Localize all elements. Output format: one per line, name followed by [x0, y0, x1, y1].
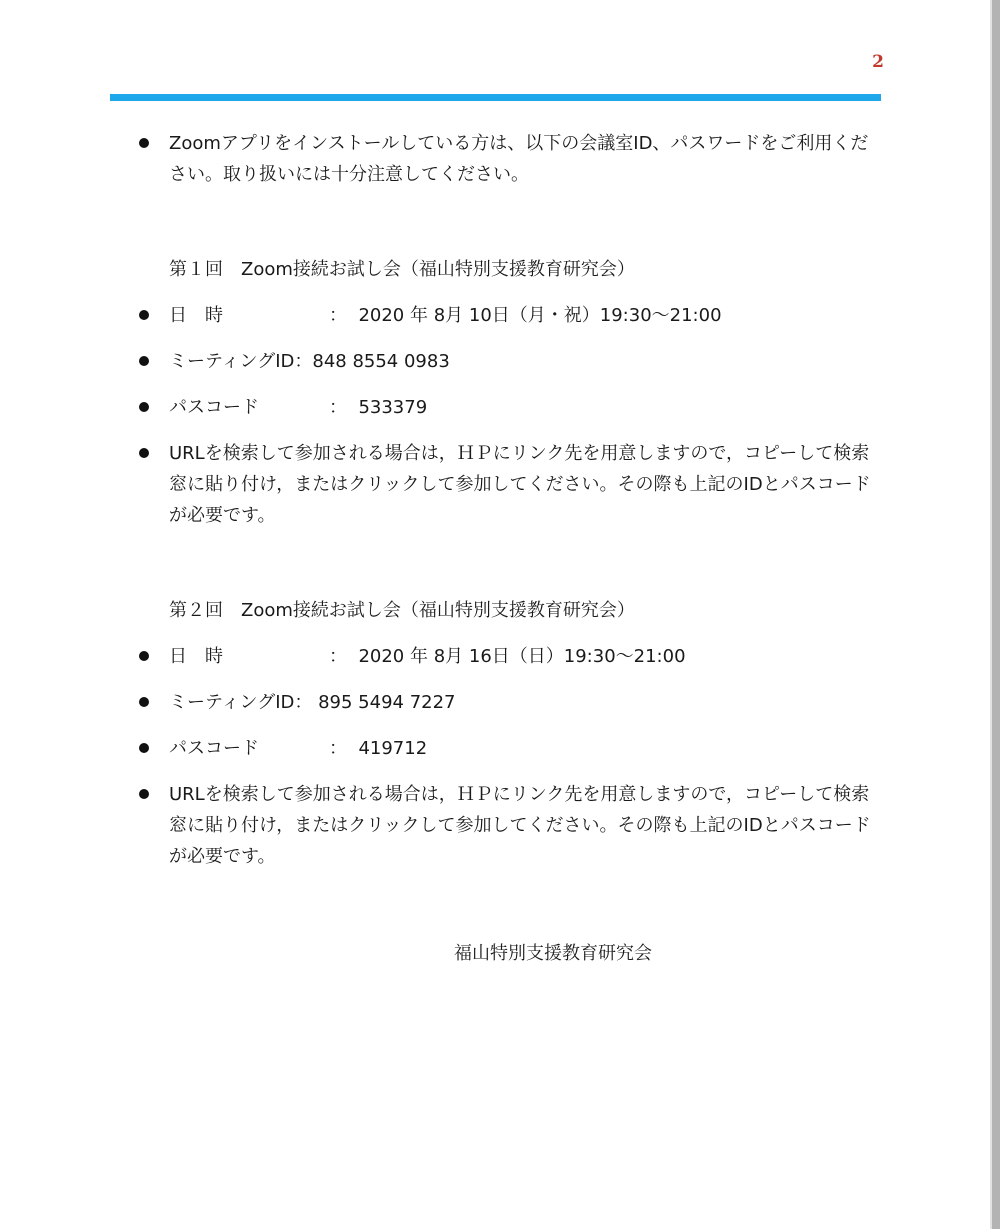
- session-1-title: 第１回 Zoom接続お試し会（福山特別支援教育研究会）: [169, 259, 635, 280]
- session-1-url-note: [138, 438, 883, 531]
- document-body: [138, 128, 883, 872]
- page-edge-shadow: [992, 0, 1000, 1229]
- bullet-dot-icon: [139, 697, 149, 707]
- url-note-text: URLを検索して参加される場合は，ＨＰにリンク先を用意しますので，コピーして検索窓に貼り付け，またはクリックして参加してください。その際も上記のIDとパスコードが必要です。: [169, 443, 871, 526]
- session-2-title: 第２回 Zoom接続お試し会（福山特別支援教育研究会）: [169, 600, 635, 621]
- bullet-dot-icon: [139, 356, 149, 366]
- datetime-value: ： 2020 年 8月 10日（月・祝）19:30～21:00: [329, 305, 722, 326]
- page-number: 2: [872, 52, 884, 72]
- session-1-passcode: [138, 392, 883, 423]
- meeting-id-value: 848 8554 0983: [312, 351, 450, 372]
- session-2-passcode: [138, 733, 883, 764]
- passcode-value: ： 419712: [329, 738, 428, 759]
- bullet-dot-icon: [139, 448, 149, 458]
- url-note-text: URLを検索して参加される場合は，ＨＰにリンク先を用意しますので，コピーして検索窓に貼り付け，またはクリックして参加してください。その際も上記のIDとパスコードが必要です。: [169, 784, 871, 867]
- bullet-dot-icon: [139, 402, 149, 412]
- bullet-dot-icon: [139, 789, 149, 799]
- passcode-value: ： 533379: [329, 397, 428, 418]
- intro-text: Zoomアプリをインストールしている方は、以下の会議室ID、パスワードをご利用ください。取り扱いには十分注意してください。: [169, 133, 869, 185]
- passcode-label: パスコード: [169, 738, 259, 759]
- bullet-dot-icon: [139, 651, 149, 661]
- session-2-url-note: [138, 779, 883, 872]
- meeting-id-label: ミーティングID：: [169, 692, 313, 713]
- intro-bullet: [138, 128, 883, 190]
- bullet-dot-icon: [139, 310, 149, 320]
- organization-signature: 福山特別支援教育研究会: [454, 943, 652, 964]
- datetime-label: 日 時: [169, 305, 223, 326]
- meeting-id-label: ミーティングID：: [169, 351, 313, 372]
- datetime-label: 日 時: [169, 646, 223, 667]
- session-2-datetime: [138, 641, 883, 672]
- session-1-meeting-id: [138, 346, 883, 377]
- meeting-id-value: 895 5494 7227: [312, 692, 456, 713]
- bullet-dot-icon: [139, 743, 149, 753]
- header-rule: [110, 94, 881, 101]
- datetime-value: ： 2020 年 8月 16日（日）19:30～21:00: [329, 646, 686, 667]
- session-2-meeting-id: [138, 687, 883, 718]
- passcode-label: パスコード: [169, 397, 259, 418]
- bullet-dot-icon: [139, 138, 149, 148]
- session-1-datetime: [138, 300, 883, 331]
